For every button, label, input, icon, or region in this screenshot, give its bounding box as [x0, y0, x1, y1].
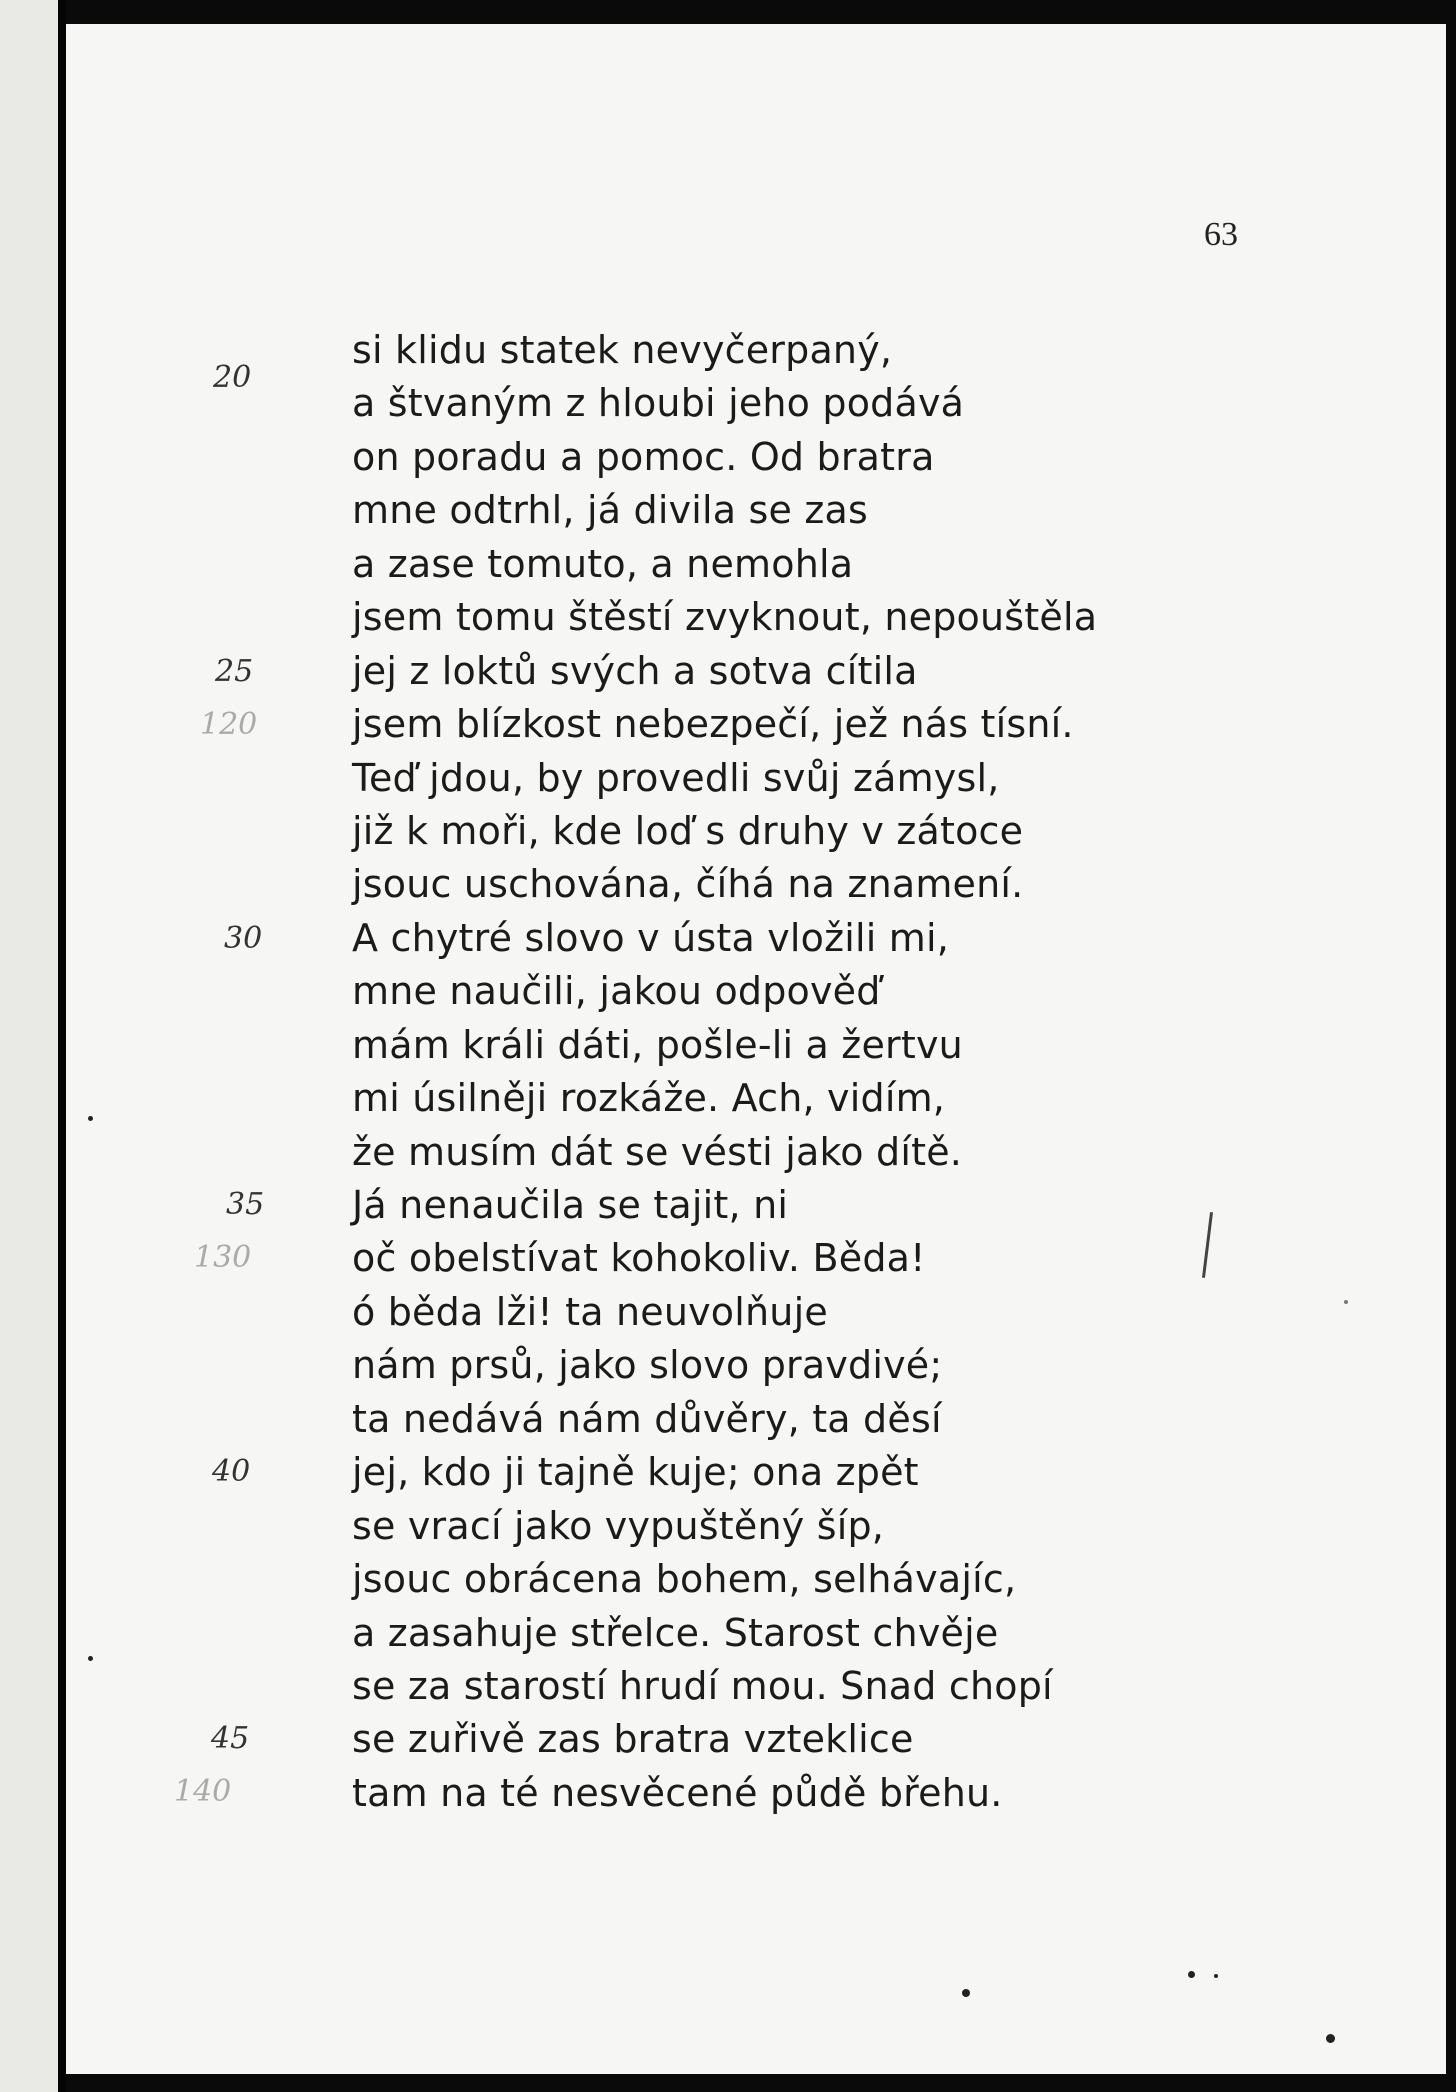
margin-line-number: 45 — [211, 1721, 250, 1756]
scan-speck — [88, 1656, 93, 1661]
verse-line: a zasahuje střelce. Starost chvěje — [352, 1610, 999, 1655]
margin-line-number: 35 — [226, 1187, 265, 1222]
verse-line: mne naučili, jakou odpověď — [352, 969, 881, 1014]
margin-line-number: 140 — [174, 1774, 232, 1809]
verse-line: se za starostí hrudí mou. Snad chopí — [352, 1663, 1053, 1708]
scan-speck — [88, 1116, 93, 1121]
pencil-mark — [1202, 1212, 1213, 1278]
verse-line: Já nenaučila se tajit, ni — [352, 1183, 789, 1227]
verse-line: tam na té nesvěcené půdě břehu. — [352, 1770, 1003, 1815]
book-page — [66, 24, 1446, 2074]
verse-line: nám prsů, jako slovo pravdivé; — [352, 1343, 943, 1388]
verse-line: mi úsilněji rozkáže. Ach, vidím, — [352, 1076, 946, 1121]
scan-speck — [962, 1989, 970, 1997]
verse-line: a štvaným z hloubi jeho podává — [352, 381, 965, 426]
verse-line: jsouc obrácena bohem, selhávajíc, — [352, 1557, 1017, 1602]
margin-line-number: 30 — [224, 921, 263, 956]
verse-line: jej z loktů svých a sotva cítila — [352, 648, 918, 693]
margin-line-number: 40 — [212, 1454, 251, 1489]
verse-line: se vrací jako vypuštěný šíp, — [352, 1503, 885, 1548]
binding-shadow — [58, 0, 66, 2092]
verse-line: mám králi dáti, pošle-li a žertvu — [352, 1022, 963, 1067]
verse-line: jsem blízkost nebezpečí, jež nás tísní. — [352, 702, 1074, 747]
page-number: 63 — [1204, 216, 1238, 253]
verse-line: jej, kdo ji tajně kuje; ona zpět — [352, 1450, 919, 1495]
verse-line: ó běda lži! ta neuvolňuje — [352, 1289, 828, 1334]
verse-line: již k moři, kde loď s druhy v zátoce — [352, 808, 1024, 853]
scan-speck — [1326, 2034, 1335, 2043]
verse-line: on poradu a pomoc. Od bratra — [352, 434, 935, 479]
scan-speck — [1214, 1974, 1218, 1978]
verse-line: si klidu statek nevyčerpaný, — [352, 328, 893, 372]
verse-line: A chytré slovo v ústa vložili mi, — [352, 915, 950, 960]
margin-line-number: 20 — [213, 360, 252, 395]
margin-line-number: 130 — [194, 1240, 252, 1275]
verse-line: jsouc uschována, číhá na znamení. — [352, 862, 1024, 907]
scan-speck — [1188, 1971, 1195, 1978]
scan-speck — [1344, 1300, 1348, 1304]
verse-line: a zase tomuto, a nemohla — [352, 541, 854, 586]
poem-text — [352, 324, 1097, 1820]
verse-line: Teď jdou, by provedli svůj zámysl, — [352, 755, 1000, 800]
verse-line: jsem tomu štěstí zvyknout, nepouštěla — [352, 595, 1098, 640]
margin-line-number: 25 — [215, 654, 254, 689]
verse-line: oč obelstívat kohokoliv. Běda! — [352, 1236, 926, 1281]
verse-line: mne odtrhl, já divila se zas — [352, 488, 869, 533]
verse-line: se zuřivě zas bratra vzteklice — [352, 1717, 914, 1762]
verse-line: že musím dát se vésti jako dítě. — [352, 1129, 963, 1174]
verse-line: ta nedává nám důvěry, ta děsí — [352, 1396, 942, 1441]
facing-page-edge — [0, 0, 58, 2092]
margin-line-number: 120 — [200, 707, 258, 742]
